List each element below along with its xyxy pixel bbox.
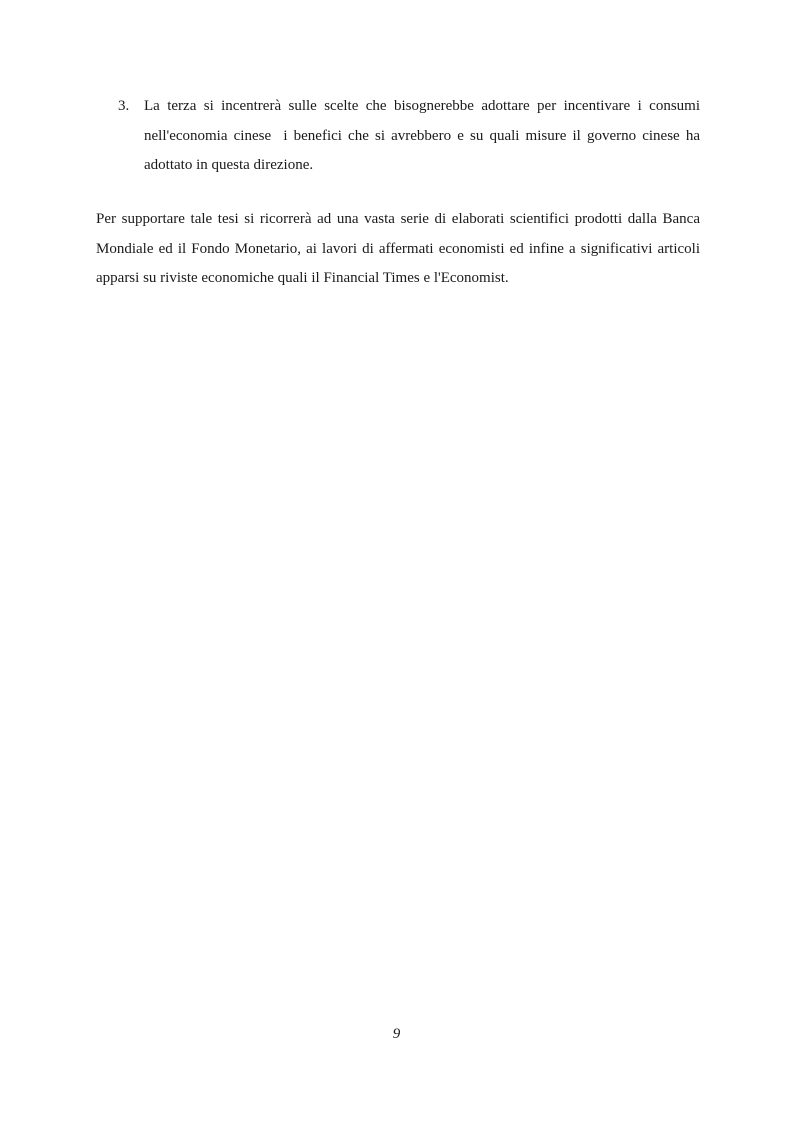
numbered-list-item (118, 92, 704, 181)
list-item-text: La terza si incentrerà sulle scelte che bisognerebbe adottare per incentivare i consumi nell'economia cinese i benefici che si avrebbero e su quali misure il governo cinese ha adottato in questa direzione. (144, 98, 704, 173)
body-paragraph: Per supportare tale tesi si ricorrerà ad una vasta serie di elaborati scientifici prodotti dalla Banca Mondiale ed il Fondo Monetario, ai lavori di affermati economisti ed infine a significativi articoli apparsi su riviste economiche quali il Financial Times e l'Economist. (96, 211, 700, 286)
list-item-number: 3. (118, 98, 130, 114)
page-number: 9 (392, 1026, 401, 1042)
